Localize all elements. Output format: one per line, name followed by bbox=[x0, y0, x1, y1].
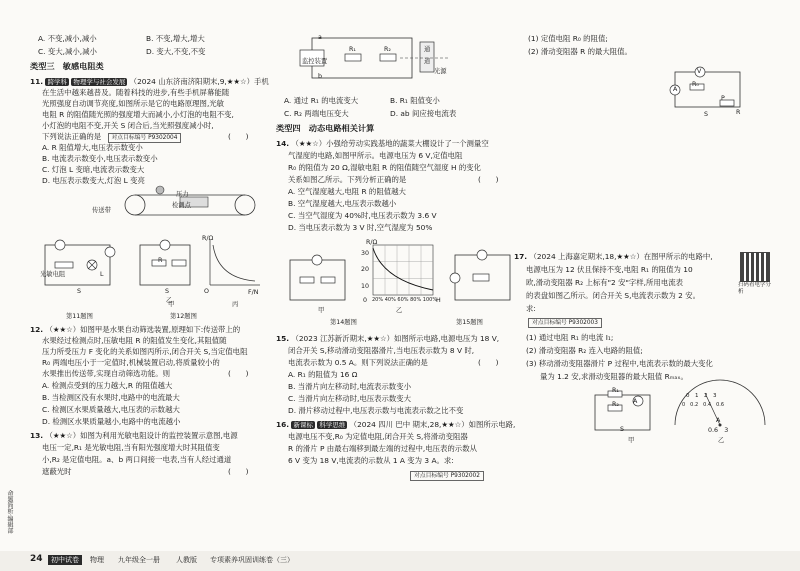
q13-line1: 电压一定,R₁ 是光敏电阻,当有阳光强度增大时其阻值变 bbox=[42, 443, 220, 452]
belt-roller-left bbox=[125, 195, 145, 215]
q16-part1: (1) 定值电阻 R₀ 的阻值; bbox=[528, 34, 608, 43]
q14-line3: 关系如图乙所示。下列分析正确的是 bbox=[288, 175, 407, 184]
q11-line2: 光照强度自动调节亮度,如图所示是它的电路原理图,光敏 bbox=[42, 99, 225, 108]
q13-number: 13. bbox=[30, 431, 44, 440]
fig13-light: 光源 bbox=[434, 68, 447, 75]
q17-number: 17. bbox=[514, 252, 528, 261]
q16-source: （2024 四川 巴中 期末,28,★★☆）如图所示电路, bbox=[349, 420, 516, 429]
fig14-jia: 甲 bbox=[318, 307, 325, 314]
q14-option-a: A. 空气湿度越大,电阻 R 的阻值越大 bbox=[288, 187, 406, 196]
q13-line3: 遮蔽光时 bbox=[42, 467, 72, 476]
q16-line3: 6 V 变为 18 V,电流表的示数从 1 A 变为 3 A。求: bbox=[288, 456, 454, 465]
q11-stem-end: 下列说法正确的是 bbox=[42, 132, 102, 141]
q17-part3b: 量为 1.2 安,求滑动变阻器的最大阻值 Rₘₐₓ。 bbox=[540, 372, 688, 381]
q14-option-d: D. 当电压表示数为 3 V 时,空气湿度为 50% bbox=[288, 223, 433, 232]
q16-line2: R 的滑片 P 由最右端移到最左端的过程中,电压表的示数从 bbox=[288, 444, 477, 453]
q17-part3: (3) 移动滑动变阻器滑片 P 过程中,电流表示数的最大变化 bbox=[526, 359, 713, 368]
q13-option-c: C. R₂ 两端电压变大 bbox=[284, 109, 349, 118]
ammeter15-icon bbox=[450, 273, 460, 283]
q15-option-b: B. 当滑片向左移动时,电流表示数变小 bbox=[288, 382, 411, 391]
q11-line5 bbox=[42, 132, 181, 143]
q16-line1: 电源电压不变,R₀ 为定值电阻,闭合开关 S,将滑动变阻器 bbox=[288, 432, 468, 441]
q13-option-b: B. R₁ 阻值变小 bbox=[390, 96, 440, 105]
voltmeter-icon bbox=[55, 240, 65, 250]
fig14-tick-30: 30 bbox=[361, 250, 370, 257]
q13-answer-paren: ( ) bbox=[228, 467, 249, 476]
q15-number: 15. bbox=[276, 334, 290, 343]
q15-option-c: C. 当滑片向左移动时,电压表示数变大 bbox=[288, 394, 412, 403]
fig17-s: S bbox=[620, 426, 624, 433]
q14-line2: R₀ 的阻值为 20 Ω,湿敏电阻 R 的阻值随空气湿度 H 的变化 bbox=[288, 163, 482, 172]
photoresistor bbox=[55, 262, 73, 268]
q16-line0 bbox=[276, 420, 515, 429]
fig14-yi: 乙 bbox=[396, 307, 403, 314]
fig13-r2: R₂ bbox=[384, 46, 391, 53]
q14-number: 14. bbox=[276, 139, 290, 148]
fig13-road: 通 bbox=[424, 46, 431, 53]
q17-line0 bbox=[514, 252, 713, 261]
q10-option-d: D. 变大,不变,不变 bbox=[146, 47, 206, 56]
q12-option-d: D. 检测区水果质量越小,电路中的电流越小 bbox=[42, 417, 181, 426]
q10-option-c: C. 变大,减小,减小 bbox=[38, 47, 97, 56]
graph-y-label: R/Ω bbox=[202, 235, 214, 242]
q13-line2: 小,R₂ 是定值电阻。a、b 两口间接一电表,当有人经过通道 bbox=[42, 455, 232, 464]
sensor-label: 压力 bbox=[176, 191, 189, 198]
section-title-3: 类型三 敏感电阻类 bbox=[30, 61, 104, 71]
q11-tag: 跨学科 bbox=[47, 78, 67, 86]
fig16-r0: R₀ bbox=[692, 81, 699, 88]
voltmeter15-icon bbox=[477, 250, 487, 260]
q12-option-a: A. 检测点受到的压力越大,R 的阻值越大 bbox=[42, 381, 173, 390]
q12-line2: 压力所受压力 F 变化的关系如图丙所示,闭合开关 S,当定值电阻 bbox=[42, 347, 248, 356]
humidity-graph bbox=[373, 245, 433, 295]
fig12-yi: 乙 bbox=[166, 297, 173, 304]
q11-source: （2024 山东济南济阳期末,9,★★☆）手机 bbox=[129, 77, 269, 86]
fig13-r1: R₁ bbox=[349, 46, 356, 53]
figure-16 bbox=[670, 62, 750, 112]
fig12-r-label: R bbox=[158, 257, 163, 264]
fig16-a: A bbox=[673, 86, 678, 93]
q15-line2: 电流表示数为 0.5 A。则下列说法正确的是 bbox=[288, 358, 428, 367]
fig13-b: b bbox=[318, 73, 322, 80]
q11-line0 bbox=[30, 77, 269, 86]
q16-part2: (2) 滑动变阻器 R 的最大阻值。 bbox=[528, 47, 632, 56]
q13-line0 bbox=[30, 431, 238, 440]
fig15-caption: 第15题图 bbox=[456, 319, 483, 326]
q17-target-code: 对点目标编号 P9302003 bbox=[528, 318, 602, 328]
q14-option-c: C. 当空气湿度为 40%时,电压表示数为 3.6 V bbox=[288, 211, 437, 220]
q14-line1: 气湿度的电路,如图甲所示。电源电压为 6 V,定值电阻 bbox=[288, 151, 463, 160]
fig14-tick-0: 0 bbox=[363, 297, 368, 304]
q14-answer-paren: ( ) bbox=[478, 175, 499, 184]
fig17-r1: R₁ bbox=[612, 387, 619, 394]
fig11-l-label: L bbox=[100, 271, 104, 278]
page-number: 24 bbox=[30, 554, 43, 564]
belt-roller-right bbox=[235, 195, 255, 215]
q11-line4: 小灯泡的电阻不变,开关 S 闭合后,当光照强度减小时, bbox=[42, 121, 214, 130]
q11-option-c: C. 灯泡 L 变暗,电流表示数变大 bbox=[42, 165, 145, 174]
fig14-x-label: H bbox=[436, 297, 441, 304]
fig17-jia: 甲 bbox=[628, 437, 635, 444]
q14-line0 bbox=[276, 139, 489, 148]
fig17-yi: 乙 bbox=[718, 437, 725, 444]
q11-line3: 电阻 R 的阻值随光照的强度增大而减小,小灯泡的电阻不变, bbox=[42, 110, 234, 119]
q11-option-b: B. 电流表示数变小,电压表示数变小 bbox=[42, 154, 158, 163]
footer-series: 专项素养巩固训练卷（三） bbox=[210, 556, 294, 564]
fig12-bing: 丙 bbox=[232, 301, 239, 308]
q15-option-d: D. 滑片移动过程中,电压表示数与电流表示数之比不变 bbox=[288, 406, 464, 415]
q16-tag: 新课标 bbox=[293, 421, 313, 429]
q12-line4: 水果推出传送带,实现自动筛选功能。则 bbox=[42, 369, 170, 378]
fig13-a: a bbox=[318, 34, 322, 41]
q12-source: （★★☆）如图甲是水果自动筛选装置,原理如下:传送带上的 bbox=[45, 325, 241, 334]
q15-line1: 闭合开关 S,移动滑动变阻器滑片,当电压表示数为 8 V 时, bbox=[288, 346, 475, 355]
photoresistor-label: 光敏电阻 bbox=[40, 271, 66, 278]
fig14-caption: 第14题图 bbox=[330, 319, 357, 326]
q11-line1: 在生活中越来越普及。随着科技的进步,有些手机屏幕能随 bbox=[42, 88, 230, 97]
qr-code bbox=[740, 252, 770, 282]
q11-option-d: D. 电压表示数变大,灯泡 L 变亮 bbox=[42, 176, 145, 185]
r2-resistor bbox=[380, 54, 396, 61]
q17-line2: 欧,滑动变阻器 R₂ 上标有"2 安"字样,所用电流表 bbox=[526, 278, 683, 287]
q12-line1: 水果经过检测点时,压敏电阻 R 的阻值发生变化,其阻值随 bbox=[42, 336, 227, 345]
fruit bbox=[156, 186, 164, 194]
fig11-s-label: S bbox=[77, 288, 81, 295]
q16-tag2: 科学思维 bbox=[319, 421, 346, 429]
dial-unit: A bbox=[716, 417, 721, 424]
fig16-p: P bbox=[721, 95, 725, 102]
side-note: 命题简析·编辑部 bbox=[6, 490, 13, 534]
fig14-y-label: R/Ω bbox=[366, 239, 378, 246]
fig17-r2: R₂ bbox=[612, 401, 619, 408]
q15-source: （2023 江苏新沂期末,★★☆）如图所示电路,电源电压为 18 V, bbox=[291, 334, 500, 343]
voltmeter12-icon bbox=[160, 240, 170, 250]
footer-brand: 初中试卷 bbox=[48, 555, 82, 565]
dial-scale: 0.6 3 bbox=[708, 427, 729, 434]
monitor-label: 监控装置 bbox=[302, 58, 328, 65]
q16-target-code: 对点目标编号 P9302002 bbox=[410, 471, 484, 481]
dial-ticks: 0 1 2 3 bbox=[686, 393, 717, 399]
q17-part2: (2) 滑动变阻器 R₂ 连入电路的阻值; bbox=[526, 346, 643, 355]
humidity-curve bbox=[373, 248, 433, 290]
footer-grade: 九年级全一册 bbox=[118, 556, 160, 564]
ammeter-icon bbox=[105, 247, 115, 257]
q14-option-b: B. 空气湿度越大,电压表示数越小 bbox=[288, 199, 397, 208]
fig14-tick-20: 20 bbox=[361, 266, 370, 273]
q17-line1: 电源电压为 12 伏且保持不变,电阻 R₁ 的阻值为 10 bbox=[526, 265, 693, 274]
q13-option-d: D. ab 间应接电流表 bbox=[390, 109, 457, 118]
q14-source: （★★☆）小强给劳动实践基地的蔬菜大棚设计了一个测量空 bbox=[291, 139, 489, 148]
q17-line4: 求: bbox=[526, 304, 536, 313]
q12-option-c: C. 检测区水果质量越大,电压表的示数越大 bbox=[42, 405, 180, 414]
belt-label: 传送带 bbox=[92, 207, 111, 214]
qr-caption: 扫码看电学分析 bbox=[738, 282, 772, 295]
fig16-v: V bbox=[697, 68, 702, 75]
q12-line0 bbox=[30, 325, 240, 334]
fig14-tick-10: 10 bbox=[361, 283, 370, 290]
graph-x-label: F/N bbox=[248, 289, 259, 296]
fig12-jia: 甲 bbox=[168, 301, 175, 308]
fig13-road2: 道 bbox=[424, 58, 431, 65]
q10-option-a: A. 不变,减小,减小 bbox=[38, 34, 97, 43]
q17-source: （2024 上海嘉定期末,18,★★☆）在图甲所示的电路中, bbox=[529, 252, 713, 261]
q12-line3: R₀ 两端电压小于一定值时,机械装置启动,将质量较小的 bbox=[42, 358, 220, 367]
sensor-label-2: 检测点 bbox=[172, 202, 191, 209]
voltmeter14-icon bbox=[312, 255, 322, 265]
q12-number: 12. bbox=[30, 325, 44, 334]
q11-number: 11. bbox=[30, 77, 44, 86]
q17-part1: (1) 通过电阻 R₁ 的电流 I₁; bbox=[526, 333, 614, 342]
fig17-a: A bbox=[633, 398, 638, 405]
q13-option-a: A. 通过 R₁ 的电流变大 bbox=[284, 96, 359, 105]
footer-subject: 物理 bbox=[90, 556, 104, 564]
q11-answer-paren: ( ) bbox=[228, 132, 249, 141]
fig12-s-label: S bbox=[165, 288, 169, 295]
q12-answer-paren: ( ) bbox=[228, 369, 249, 378]
q17-line3: 的表盘如图乙所示。闭合开关 S,电流表示数为 2 安。 bbox=[526, 291, 700, 300]
fig12-caption: 第12题图 bbox=[170, 313, 197, 320]
graph-origin: O bbox=[204, 288, 209, 295]
graph-curve bbox=[213, 245, 255, 281]
q12-option-b: B. 当检测区没有水果时,电路中的电流最大 bbox=[42, 393, 180, 402]
fig11-caption: 第11题图 bbox=[66, 313, 93, 320]
r-resistor bbox=[172, 260, 186, 266]
q13-source: （★★☆）如图为利用光敏电阻设计的监控装置示意图,电源 bbox=[45, 431, 238, 440]
q10-option-b: B. 不变,增大,增大 bbox=[146, 34, 205, 43]
fig16-r: R bbox=[736, 109, 741, 116]
q15-answer-paren: ( ) bbox=[478, 358, 499, 367]
q15-option-a: A. R₁ 的阻值为 16 Ω bbox=[288, 370, 358, 379]
q11-tag2: 物理学与社会发展 bbox=[73, 78, 126, 86]
footer-edition: 人教版 bbox=[176, 556, 197, 564]
q15-line0 bbox=[276, 334, 499, 343]
fig14-x-ticks: 20% 40% 60% 80% 100% bbox=[372, 297, 438, 303]
q16-number: 16. bbox=[276, 420, 290, 429]
q11-target-code: 对点目标编号 P9302004 bbox=[108, 133, 182, 143]
dial-subticks: 0 0.2 0.4 0.6 bbox=[682, 402, 725, 408]
circuit-14 bbox=[290, 260, 345, 300]
r1-resistor bbox=[345, 54, 361, 61]
section-title-4: 类型四 动态电路相关计算 bbox=[276, 123, 375, 133]
fig16-s: S bbox=[704, 111, 708, 118]
q11-option-a: A. R 阻值增大,电压表示数变小 bbox=[42, 143, 143, 152]
